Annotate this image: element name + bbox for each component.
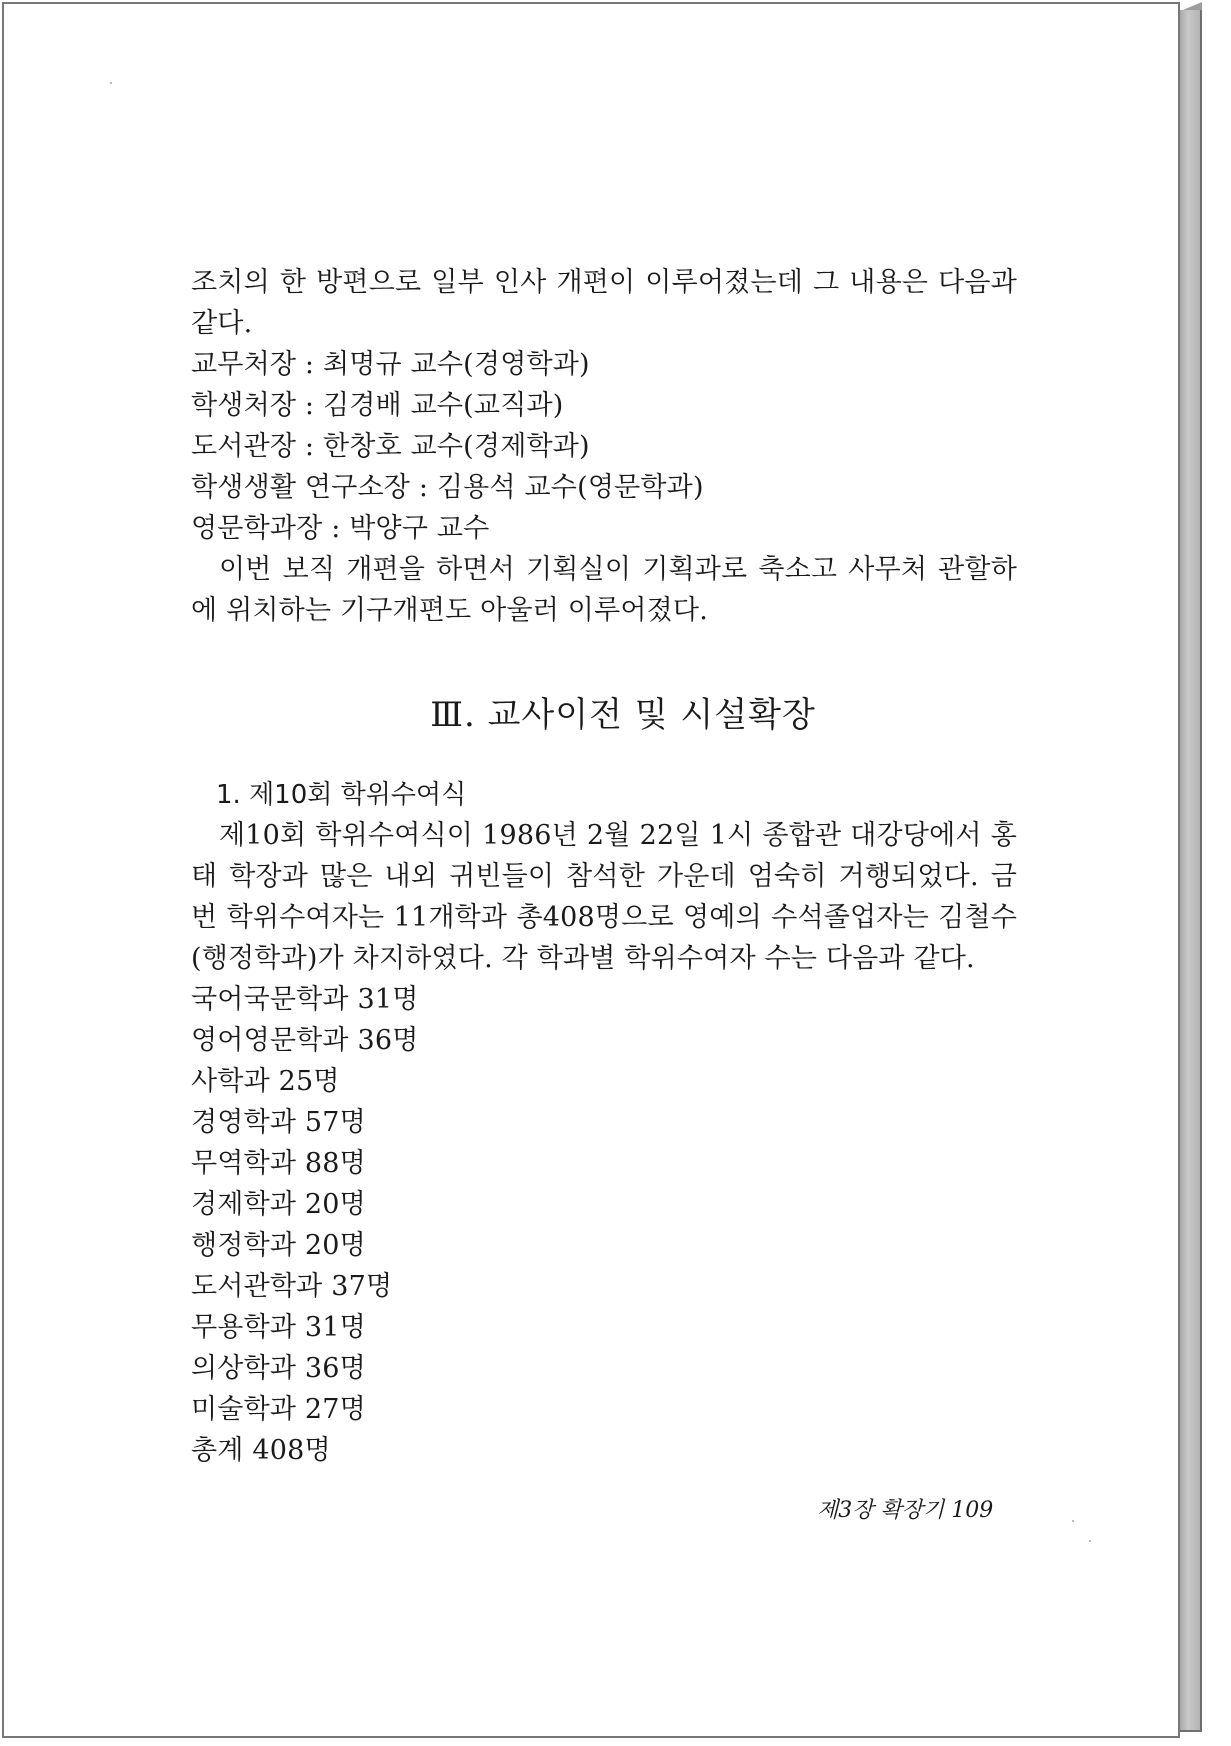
- scan-speck: [110, 82, 112, 84]
- paragraph-line: 태 학장과 많은 내외 귀빈들이 참석한 가운데 엄숙히 거행되었다. 금: [191, 861, 1017, 892]
- graduate-count-item: 국어국문학과 31명: [191, 984, 419, 1015]
- paragraph-line: 번 학위수여자는 11개학과 총408명으로 영예의 수석졸업자는 김철수: [191, 902, 1017, 933]
- appointment-item: 도서관장 : 한창호 교수(경제학과): [191, 431, 590, 462]
- appointment-item: 학생생활 연구소장 : 김용석 교수(영문학과): [191, 472, 704, 503]
- graduate-count-item: 무역학과 88명: [191, 1148, 366, 1179]
- graduate-count-item: 도서관학과 37명: [191, 1271, 393, 1302]
- sub-heading: 1. 제10회 학위수여식: [216, 780, 467, 810]
- graduate-count-item: 행정학과 20명: [191, 1230, 366, 1261]
- graduate-count-item: 무용학과 31명: [191, 1312, 366, 1343]
- paragraph-line: 에 위치하는 기구개편도 아울러 이루어졌다.: [191, 595, 708, 626]
- body-text-top: [191, 262, 1021, 631]
- paragraph-line: 조치의 한 방편으로 일부 인사 개편이 이루어졌는데 그 내용은 다음과: [191, 267, 1017, 298]
- scan-speck: [1072, 1520, 1074, 1522]
- paragraph-line: 제10회 학위수여식이 1986년 2월 22일 1시 종합관 대강당에서 홍: [219, 820, 1017, 851]
- running-footer: 제3장 확장기 109: [817, 1498, 994, 1523]
- graduate-total: 총계 408명: [191, 1435, 331, 1466]
- graduate-count-item: 영어영문학과 36명: [191, 1025, 419, 1056]
- graduate-count-item: 의상학과 36명: [191, 1353, 366, 1384]
- appointment-item: 학생처장 : 김경배 교수(교직과): [191, 390, 564, 421]
- graduate-count-item: 미술학과 27명: [191, 1394, 366, 1425]
- document-page: [2, 2, 1180, 1738]
- paragraph-line: (행정학과)가 차지하였다. 각 학과별 학위수여자 수는 다음과 같다.: [191, 943, 975, 974]
- paragraph-line: 이번 보직 개편을 하면서 기획실이 기획과로 축소고 사무처 관할하: [219, 554, 1017, 585]
- paragraph-line: 같다.: [191, 308, 253, 339]
- body-text-bottom: [191, 815, 1021, 1471]
- graduate-count-item: 사학과 25명: [191, 1066, 340, 1097]
- section-heading: Ⅲ. 교사이전 및 시설확장: [430, 695, 816, 735]
- scan-speck: [1089, 1540, 1091, 1542]
- page-thickness-edge: [1180, 10, 1202, 1732]
- graduate-count-item: 경영학과 57명: [191, 1107, 366, 1138]
- appointment-item: 영문학과장 : 박양구 교수: [191, 513, 490, 544]
- graduate-count-item: 경제학과 20명: [191, 1189, 366, 1220]
- appointment-item: 교무처장 : 최명규 교수(경영학과): [191, 349, 590, 380]
